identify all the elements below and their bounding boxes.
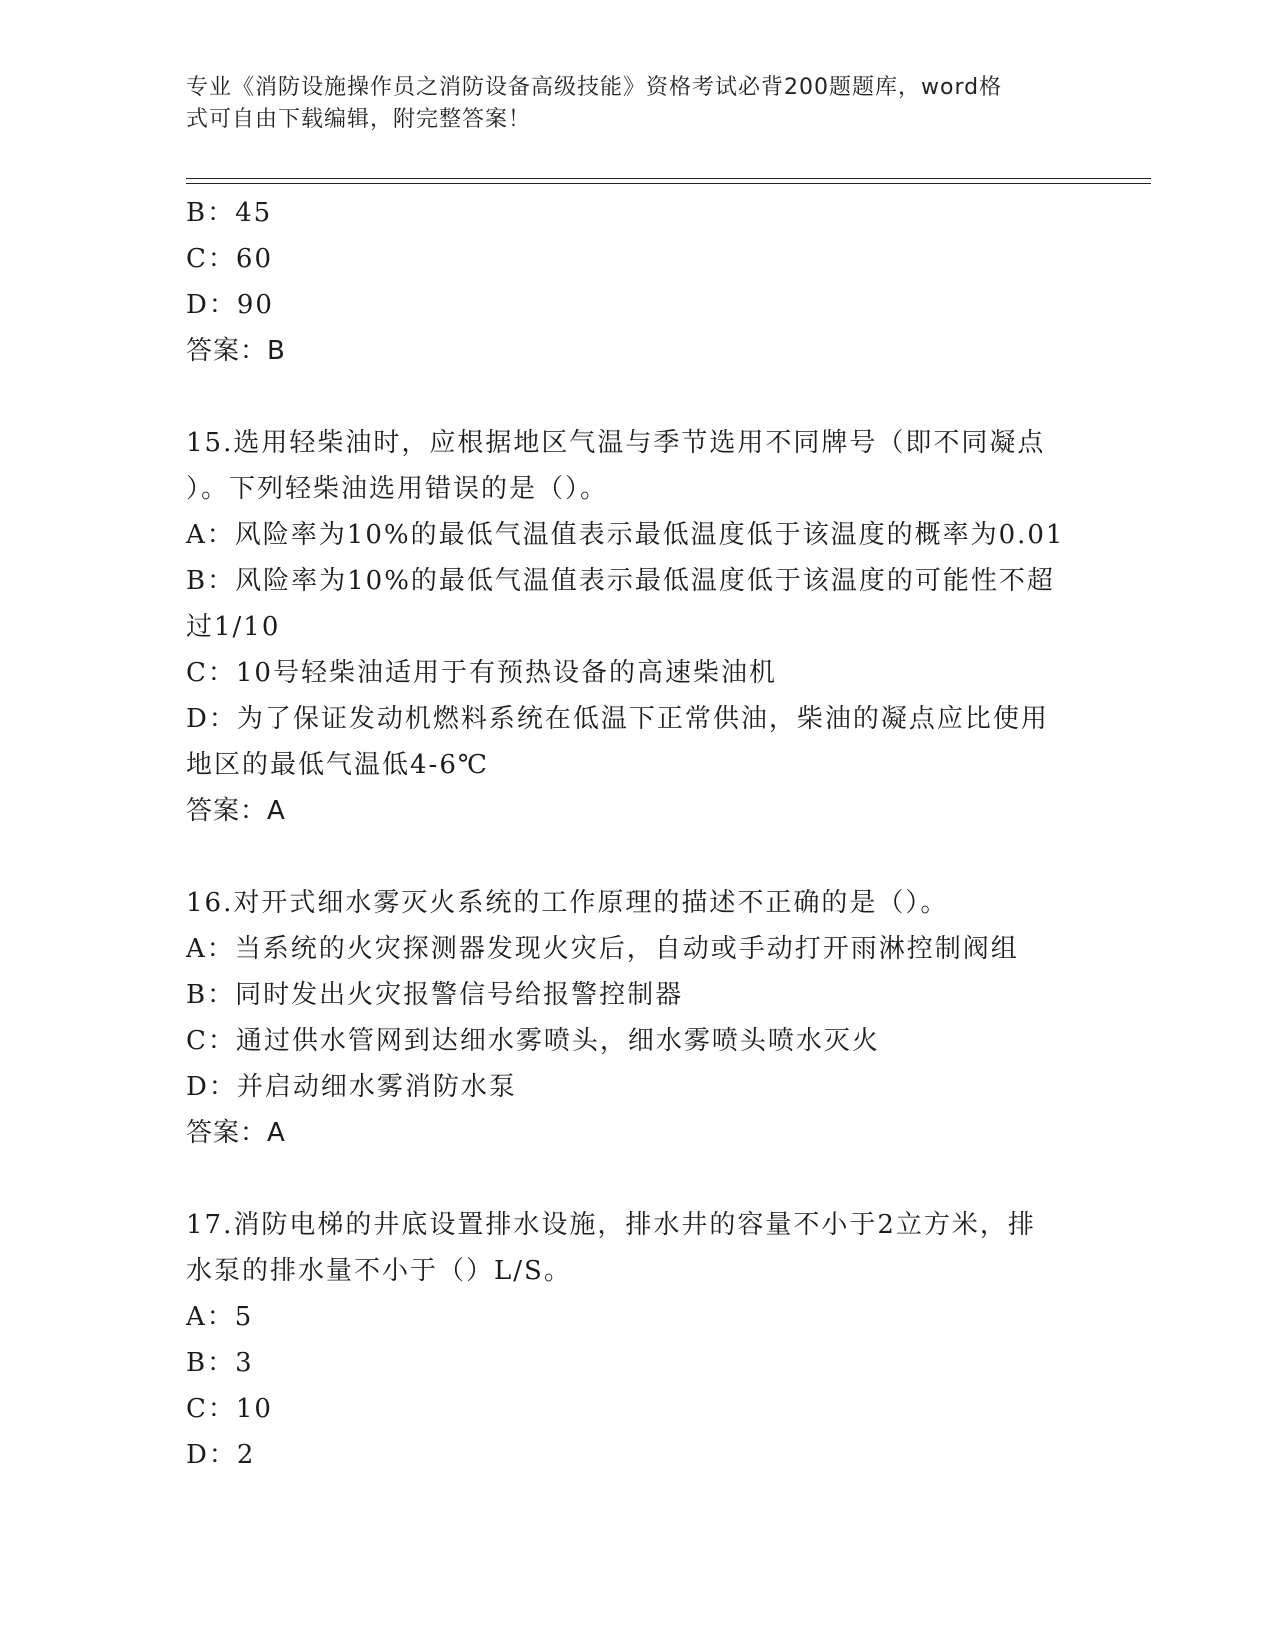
question-stem-continued: ）。下列轻柴油选用错误的是（）。 — [186, 474, 609, 504]
question-stem-continued: 水泵的排水量不小于（）L/S。 — [186, 1256, 572, 1286]
spacer — [186, 834, 1086, 880]
header-line-1: 专业《消防设施操作员之消防设备高级技能》资格考试必背200题题库，word格 — [186, 75, 1003, 100]
option-c: C：60 — [186, 244, 273, 274]
option-a: A：5 — [186, 1302, 254, 1332]
option-b: B：3 — [186, 1348, 254, 1378]
header-divider-bottom — [186, 183, 1151, 184]
answer-line: 答案：A — [186, 796, 286, 826]
question-stem: 17.消防电梯的井底设置排水设施，排水井的容量不小于2立方米，排 — [186, 1210, 1036, 1240]
question-16 — [186, 880, 1086, 1156]
option-d: D：2 — [186, 1440, 256, 1470]
answer-line: 答案：A — [186, 1118, 286, 1148]
question-stem: 16.对开式细水雾灭火系统的工作原理的描述不正确的是（）。 — [186, 888, 949, 918]
document-header — [186, 72, 1086, 136]
spacer — [186, 1156, 1086, 1202]
spacer — [186, 374, 1086, 420]
option-b: B：45 — [186, 198, 273, 228]
answer-line: 答案：B — [186, 336, 286, 366]
option-b: B：风险率为10%的最低气温值表示最低温度低于该温度的可能性不超 — [186, 566, 1055, 596]
option-d-continued: 地区的最低气温低4-6℃ — [186, 750, 489, 780]
option-c: C：通过供水管网到达细水雾喷头，细水雾喷头喷水灭火 — [186, 1026, 880, 1056]
option-c: C：10 — [186, 1394, 273, 1424]
option-b: B：同时发出火灾报警信号给报警控制器 — [186, 980, 684, 1010]
option-d: D：90 — [186, 290, 274, 320]
previous-question — [186, 190, 1086, 374]
question-content — [186, 190, 1086, 1478]
header-divider-top — [186, 178, 1151, 179]
option-b-continued: 过1/10 — [186, 612, 281, 642]
option-c: C：10号轻柴油适用于有预热设备的高速柴油机 — [186, 658, 777, 688]
option-a: A：风险率为10%的最低气温值表示最低温度低于该温度的概率为0.01 — [186, 520, 1065, 550]
header-line-2: 式可自由下载编辑，附完整答案！ — [186, 107, 532, 132]
option-a: A：当系统的火灾探测器发现火灾后，自动或手动打开雨淋控制阀组 — [186, 934, 1019, 964]
question-17 — [186, 1202, 1086, 1478]
question-stem: 15.选用轻柴油时，应根据地区气温与季节选用不同牌号（即不同凝点 — [186, 428, 1046, 458]
option-d: D：为了保证发动机燃料系统在低温下正常供油，柴油的凝点应比使用 — [186, 704, 1049, 734]
question-15 — [186, 420, 1086, 834]
option-d: D：并启动细水雾消防水泵 — [186, 1072, 517, 1102]
